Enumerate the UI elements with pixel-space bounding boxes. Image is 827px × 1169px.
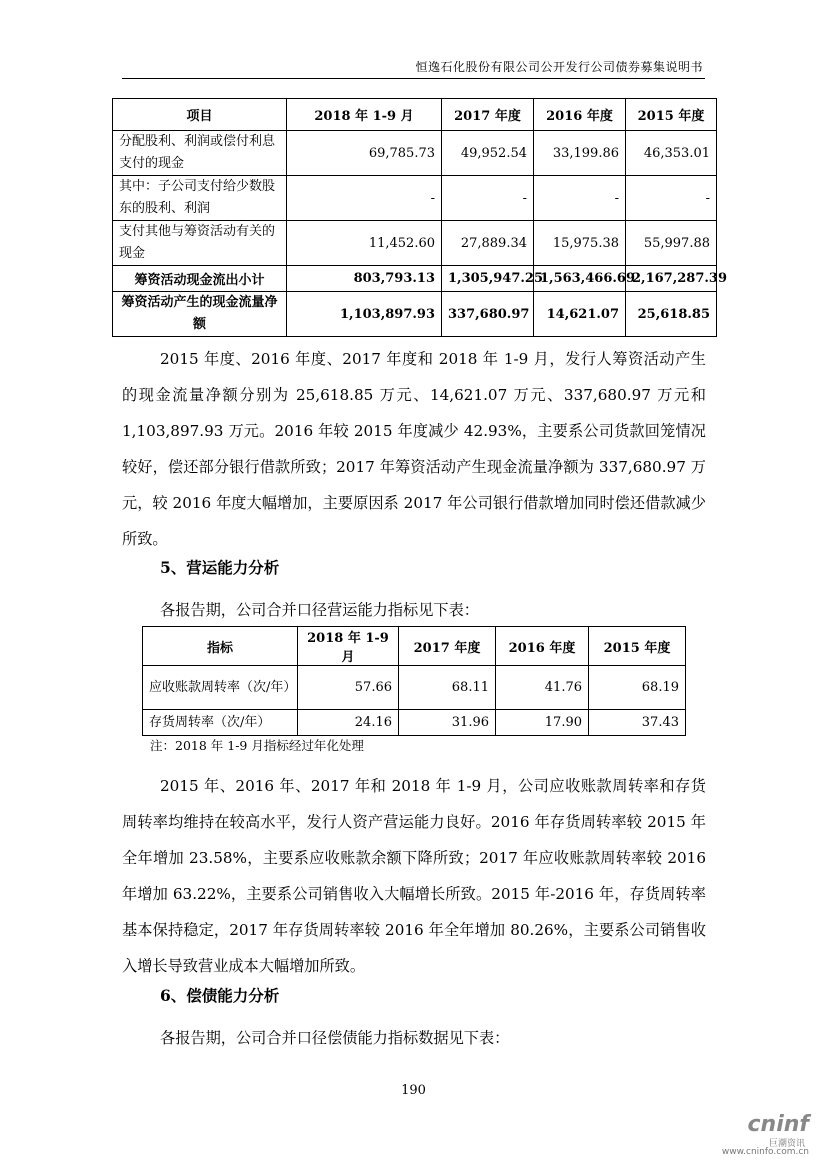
column-header: 2018 年 1-9 月 bbox=[298, 627, 399, 666]
column-header: 2015 年度 bbox=[589, 627, 686, 666]
column-header: 2018 年 1-9 月 bbox=[287, 99, 442, 131]
row-label: 支付其他与筹资活动有关的现金 bbox=[113, 221, 287, 266]
cell-value: 2,167,287.39 bbox=[626, 266, 717, 292]
row-label: 其中：子公司支付给少数股东的股利、利润 bbox=[113, 176, 287, 221]
table-row bbox=[113, 131, 717, 176]
cell-value: 1,103,897.93 bbox=[287, 292, 442, 337]
document-header-title: 恒逸石化股份有限公司公开发行公司债券募集说明书 bbox=[415, 60, 703, 74]
paragraph-financing-cashflow: 2015 年度、2016 年度、2017 年度和 2018 年 1-9 月，发行人筹资活动产生的现金流量净额分别为 25,618.85 万元、14,621.07 万元、337,680.97 万元和 1,103,897.93 万元。2016 年较 2015 年度减少 42.93%，主要系公司货款回笼情况较好，偿还部分银行借款所致；2017 年筹资活动产生现金流量净额为 337,680.97 万元，较 2016 年度大幅增加，主要原因系 2017 年公司银行借款增加同时偿还借款减少所致。 bbox=[122, 350, 706, 548]
column-header: 指标 bbox=[143, 627, 298, 666]
table-note: 注：2018 年 1-9 月指标经过年化处理 bbox=[150, 738, 364, 753]
cell-value: - bbox=[287, 176, 442, 221]
table-header-row bbox=[143, 627, 686, 666]
cell-value: - bbox=[442, 176, 534, 221]
row-label: 应收账款周转率（次/年） bbox=[143, 666, 298, 710]
cell-value: 49,952.54 bbox=[442, 131, 534, 176]
table-row-net bbox=[113, 292, 717, 337]
cell-value: 803,793.13 bbox=[287, 266, 442, 292]
cell-value: 25,618.85 bbox=[626, 292, 717, 337]
logo-subtitle: 巨潮资讯 bbox=[768, 1139, 805, 1149]
table-row bbox=[143, 710, 686, 736]
operating-capacity-table bbox=[142, 626, 686, 736]
paragraph-operating-analysis: 2015 年、2016 年、2017 年和 2018 年 1-9 月，公司应收账款周转率和存货周转率均维持在较高水平，发行人资产营运能力良好。2016 年存货周转率较 2015 年全年增加 23.58%，主要系应收账款余额下降所致；2017 年应收账款周转率较 2016 年增加 63.22%，主要系公司销售收入大幅增长所致。2015 年-2016 年，存货周转率基本保持稳定，2017 年存货周转率较 2016 年全年增加 80.26%，主要系公司销售收入增长导致营业成本大幅增加所致。 bbox=[122, 777, 706, 975]
row-label: 筹资活动产生的现金流量净额 bbox=[113, 292, 287, 337]
section-intro: 各报告期，公司合并口径营运能力指标见下表： bbox=[160, 601, 479, 619]
cell-value: 55,997.88 bbox=[626, 221, 717, 266]
column-header: 2017 年度 bbox=[399, 627, 496, 666]
cell-value: 46,353.01 bbox=[626, 131, 717, 176]
section-heading-operating: 5、营运能力分析 bbox=[160, 558, 280, 577]
logo-wordmark: cninf bbox=[747, 1112, 809, 1137]
column-header: 项目 bbox=[113, 99, 287, 131]
page-number: 190 bbox=[401, 1083, 426, 1098]
section-intro: 各报告期，公司合并口径偿债能力指标数据见下表： bbox=[160, 1029, 510, 1047]
column-header: 2015 年度 bbox=[626, 99, 717, 131]
cell-value: 31.96 bbox=[399, 710, 496, 736]
cell-value: 37.43 bbox=[589, 710, 686, 736]
column-header: 2016 年度 bbox=[496, 627, 589, 666]
row-label: 筹资活动现金流出小计 bbox=[113, 266, 287, 292]
header-rule bbox=[122, 78, 705, 79]
column-header: 2017 年度 bbox=[442, 99, 534, 131]
table-header-row bbox=[113, 99, 717, 131]
cell-value: 41.76 bbox=[496, 666, 589, 710]
cell-value: 57.66 bbox=[298, 666, 399, 710]
section-heading-solvency: 6、偿债能力分析 bbox=[160, 986, 280, 1005]
table-row bbox=[113, 176, 717, 221]
cell-value: - bbox=[626, 176, 717, 221]
cell-value: - bbox=[534, 176, 626, 221]
cashflow-table bbox=[112, 98, 727, 337]
cell-value: 27,889.34 bbox=[442, 221, 534, 266]
cell-value: 69,785.73 bbox=[287, 131, 442, 176]
cell-value: 68.19 bbox=[589, 666, 686, 710]
logo-url: www.cninfo.com.cn bbox=[721, 1147, 809, 1157]
row-label: 存货周转率（次/年） bbox=[143, 710, 298, 736]
cell-value: 17.90 bbox=[496, 710, 589, 736]
cell-value: 24.16 bbox=[298, 710, 399, 736]
cell-value: 14,621.07 bbox=[534, 292, 626, 337]
cell-value: 1,305,947.25 bbox=[442, 266, 534, 292]
cell-value: 1,563,466.69 bbox=[534, 266, 626, 292]
cninfo-logo bbox=[719, 1112, 809, 1160]
cell-value: 68.11 bbox=[399, 666, 496, 710]
cell-value: 337,680.97 bbox=[442, 292, 534, 337]
cell-value: 15,975.38 bbox=[534, 221, 626, 266]
table-row-subtotal bbox=[113, 266, 717, 292]
table-row bbox=[143, 666, 686, 710]
table-row bbox=[113, 221, 717, 266]
cell-value: 11,452.60 bbox=[287, 221, 442, 266]
column-header: 2016 年度 bbox=[534, 99, 626, 131]
cell-value: 33,199.86 bbox=[534, 131, 626, 176]
row-label: 分配股利、利润或偿付利息支付的现金 bbox=[113, 131, 287, 176]
